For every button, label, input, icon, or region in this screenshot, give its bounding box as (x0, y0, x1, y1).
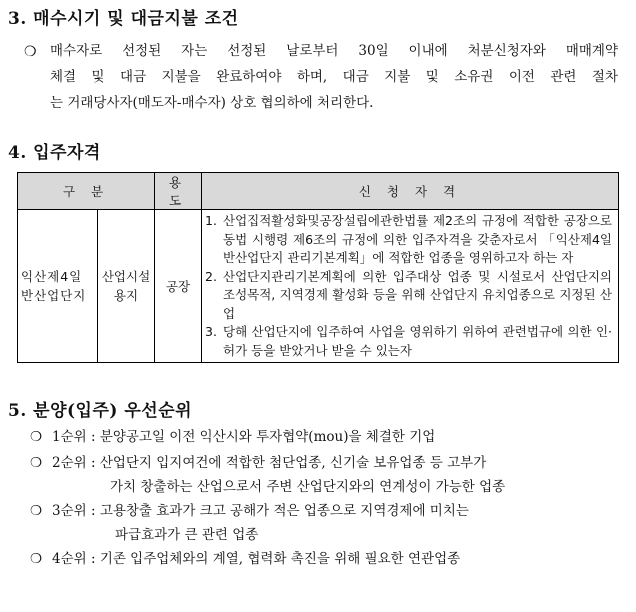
priority-text: 산업단지 입지여건에 적합한 첨단업종, 신기술 보유업종 등 고부가 (99, 455, 487, 471)
table-row (18, 210, 619, 363)
priority-text: 고용창출 효과가 크고 공해가 적은 업종으로 지역경제에 미치는 (99, 503, 469, 519)
qualification-item-number: 2. (205, 268, 217, 284)
priority-text: 기존 입주업체와의 계열, 협력화 촉진을 위해 필요한 연관업종 (99, 551, 461, 567)
table-header-row (18, 173, 619, 210)
priority-rank: 4순위 : (52, 551, 96, 567)
priority-rank: 3순위 : (52, 503, 96, 519)
priority-item-2 (30, 450, 486, 476)
section3-line-2: 체결 및 대금 지불을 완료하여야 하며, 대금 지불 및 소유권 이전 관련 절차 (50, 69, 618, 85)
section3-line-3: 는 거래당사자(매도자-매수자) 상호 협의하에 처리한다. (50, 95, 374, 111)
priority-item-4 (30, 546, 460, 572)
priority-bullet-icon: ❍ (30, 503, 43, 519)
header-category: 구 분 (18, 173, 155, 210)
cell-industrial-complex: 익산제4일반산업단지 (18, 210, 98, 363)
priority-text-continued: 가치 창출하는 산업으로서 주변 산업단지와의 연계성이 가능한 업종 (110, 479, 506, 495)
priority-bullet-icon: ❍ (30, 455, 43, 471)
cell-land-type: 산업시설용지 (98, 210, 155, 363)
priority-text-continued: 파급효과가 큰 관련 업종 (115, 527, 259, 543)
header-qualification: 신 청 자 격 (202, 173, 619, 210)
qualification-item-text: 당해 산업단지에 입주하여 사업을 영위하기 위하여 관련법규에 의한 인·허가 등을 받았거나 받을 수 있는자 (223, 324, 612, 358)
header-usage: 용 도 (155, 173, 202, 210)
priority-item-1 (30, 424, 435, 450)
qualification-item-number: 3. (205, 324, 217, 339)
priority-rank: 2순위 : (52, 455, 96, 471)
qualification-item-number: 1. (205, 213, 217, 228)
priority-rank: 1순위 : (52, 429, 96, 445)
section5-heading: 5. 분양(입주) 우선순위 (8, 401, 193, 421)
qualification-item (205, 268, 612, 324)
cell-usage: 공장 (155, 210, 202, 363)
section4-heading: 4. 입주자격 (8, 143, 101, 163)
priority-text: 분양공고일 이전 익산시와 투자협약(mou)을 체결한 기업 (99, 429, 436, 445)
qualification-item (205, 212, 612, 268)
qualification-item (205, 323, 612, 360)
section3-line-1: 매수자로 선정된 자는 선정된 날로부터 30일 이내에 처분신청자와 매매계약 (50, 43, 618, 59)
section3-bullet-icon: ❍ (24, 44, 37, 60)
qualification-item-text: 산업단지관리기본계획에 의한 입주대상 업종 및 시설로서 산업단지의 조성목적, 지역경제 활성화 등을 위해 산업단지 유치업종으로 지정된 산업 (223, 268, 612, 321)
qualification-item-text: 산업집적활성화및공장설립에관한법률 제2조의 규정에 적합한 공장으로 동법 시행령 제6조의 규정에 의한 입주자격을 갖춘자로서 「익산제4일반산업단지 관리기본계획」에 적합한 업종을 영위하고자 하는 자 (223, 213, 612, 265)
qualification-table (17, 172, 619, 363)
cell-qualification (202, 210, 619, 363)
priority-bullet-icon: ❍ (30, 551, 43, 567)
priority-item-3 (30, 498, 469, 524)
priority-bullet-icon: ❍ (30, 429, 43, 445)
section3-heading: 3. 매수시기 및 대금지불 조건 (8, 9, 239, 29)
